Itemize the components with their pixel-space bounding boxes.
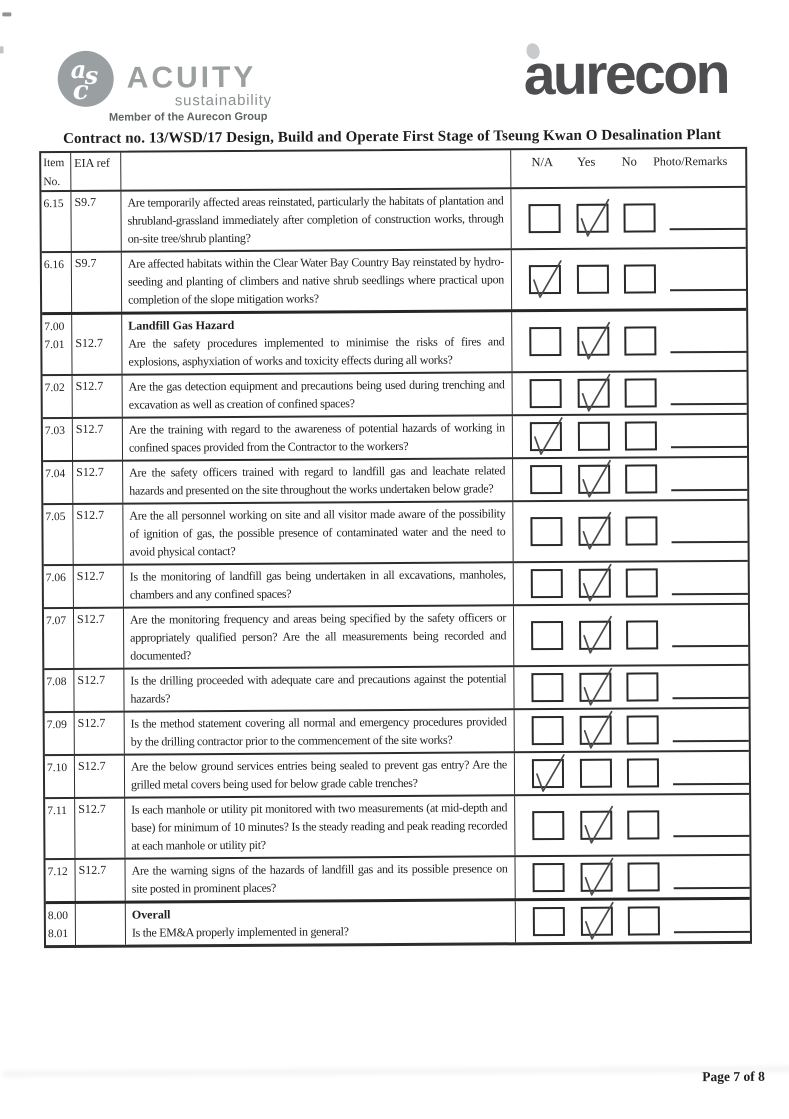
- checklist-row: [43, 499, 747, 564]
- checkbox-no: [626, 620, 658, 649]
- checklist-row: [44, 560, 748, 607]
- checklist-row: [45, 854, 749, 901]
- ref-cell: [72, 376, 122, 417]
- eia-ref: S12.7: [78, 802, 106, 816]
- acuity-tagline: Member of the Aurecon Group: [109, 111, 268, 124]
- check-mark-icon: [527, 255, 567, 301]
- checkbox-yes: [580, 811, 612, 840]
- checkbox-na: [530, 379, 562, 408]
- check-mark-icon: [578, 801, 618, 847]
- item-number: 7.12: [48, 863, 75, 881]
- col-answers-header: [510, 149, 745, 187]
- question-text: Is each manhole or utility pit monitored with two measurements (at mid-depth and base) for minimum of 10 minutes? Is the steady reading and peak reading recorded at each manhole or utility pit?: [131, 800, 507, 852]
- item-cell: [43, 462, 72, 503]
- checkbox-na: [530, 422, 562, 451]
- checklist-row: [41, 186, 745, 251]
- check-mark-icon: [579, 897, 619, 943]
- checkbox-yes: [578, 517, 610, 546]
- answers-cell: [512, 415, 747, 457]
- checkbox-no: [626, 568, 658, 597]
- item-cell: [43, 419, 72, 460]
- ref-cell: [70, 192, 120, 251]
- item-cell: [42, 253, 71, 312]
- checkbox-na: [533, 863, 565, 892]
- col-item-header: [41, 153, 70, 190]
- question-cell: [123, 667, 513, 710]
- checklist-row: [43, 456, 747, 503]
- item-number: 7.11: [47, 802, 74, 820]
- checklist-row: [45, 707, 749, 754]
- check-mark-icon: [575, 317, 615, 363]
- question-text: Are affected habitats within the Clear Water Bay Country Bay reinstated by hydro-seeding and planting of climbers and native shrub seedlings where practical upon completion of the slope mitigation works?: [128, 254, 504, 306]
- checkbox-yes: [578, 379, 610, 408]
- item-cell: [41, 192, 70, 251]
- question-cell: [124, 796, 514, 857]
- ref-cell: [74, 756, 124, 797]
- checkbox-yes: [579, 621, 611, 650]
- item-number: 7.06: [46, 569, 73, 587]
- answers-cell: [515, 900, 750, 942]
- answers-cell: [513, 666, 748, 708]
- checklist-row: [42, 308, 746, 374]
- checklist-row: [44, 664, 748, 711]
- section-heading: Landfill Gas Hazard: [128, 314, 504, 334]
- eia-ref: S12.7: [79, 863, 107, 877]
- item-number: 6.15: [43, 195, 70, 213]
- checkbox-yes: [581, 907, 613, 936]
- question-text: Is the EM&A properly implemented in general?: [132, 924, 349, 939]
- question-text: Are temporarily affected areas reinstated, particularly the habitats of plantation and shrubland-grassland immediately after completion of construction works, through on-site tree/shrub planting?: [127, 193, 503, 245]
- checkbox-no: [627, 715, 659, 744]
- remarks-line: [673, 834, 749, 836]
- question-cell: [123, 563, 513, 606]
- remarks-line: [674, 886, 750, 888]
- acuity-monogram-icon: [57, 50, 115, 108]
- eia-ref: S12.7: [77, 612, 105, 626]
- checkbox-yes: [581, 863, 613, 892]
- question-cell: [122, 459, 512, 502]
- eia-ref: S12.7: [78, 759, 106, 773]
- col-na-label: N/A: [528, 155, 556, 170]
- ref-cell: [74, 799, 124, 858]
- answers-cell: [512, 501, 747, 561]
- checklist-row: [43, 370, 747, 417]
- ref-cell: [73, 566, 123, 607]
- checkbox-no: [625, 421, 657, 450]
- checklist-row: [45, 750, 749, 797]
- eia-ref: S12.7: [76, 508, 104, 522]
- col-item-label: Item: [43, 156, 70, 171]
- checkbox-na: [533, 907, 565, 936]
- item-number: 7.00: [44, 318, 71, 336]
- item-number: 8.01: [48, 925, 75, 943]
- answers-cell: [511, 311, 746, 371]
- checkbox-na: [530, 465, 562, 494]
- col-no-label: No: [615, 154, 643, 169]
- col-yes-label: Yes: [572, 155, 600, 170]
- checklist-table: [39, 147, 752, 948]
- answers-cell: [513, 605, 748, 665]
- eia-ref: S12.7: [76, 422, 104, 436]
- item-cell: [44, 566, 73, 607]
- checkbox-yes: [579, 569, 611, 598]
- remarks-line: [672, 644, 748, 646]
- ref-cell: [73, 609, 123, 668]
- item-number: 7.10: [47, 759, 74, 777]
- checkbox-no: [623, 203, 655, 232]
- question-text: Are the safety officers trained with regard to landfill gas and leachate related hazards and presented on the site throughout the works undertaken below grade?: [129, 463, 505, 497]
- remarks-line: [673, 782, 749, 784]
- question-cell: [121, 312, 511, 373]
- question-cell: [123, 606, 513, 667]
- item-number: 7.01: [44, 336, 71, 354]
- checkbox-yes: [577, 327, 609, 356]
- item-cell: [45, 756, 74, 797]
- item-number: 7.02: [45, 379, 72, 397]
- eia-ref: S12.7: [76, 465, 104, 479]
- item-number: 7.05: [45, 508, 72, 526]
- checkbox-no: [628, 906, 660, 935]
- item-cell: [46, 904, 75, 945]
- answers-cell: [513, 562, 748, 604]
- scan-artifact: [3, 1066, 789, 1078]
- checkbox-na: [532, 811, 564, 840]
- remarks-line: [674, 930, 750, 932]
- col-ref-label: EIA ref: [74, 156, 110, 170]
- col-item-label: No.: [43, 175, 70, 190]
- remarks-line: [672, 592, 748, 594]
- remarks-line: [670, 288, 746, 290]
- checkbox-na: [529, 327, 561, 356]
- scan-artifact: [2, 12, 11, 16]
- item-number: 7.07: [46, 612, 73, 630]
- checkbox-no: [624, 264, 656, 293]
- question-cell: [125, 901, 515, 944]
- checkbox-na: [531, 621, 563, 650]
- ref-cell: [72, 419, 122, 460]
- item-number: 7.09: [47, 716, 74, 734]
- item-cell: [44, 670, 73, 711]
- svg-text:s: s: [84, 61, 99, 90]
- question-text: Are the below ground services entries being sealed to prevent gas entry? Are the grilled metal covers being used for below grade cable trenches?: [131, 757, 507, 791]
- ref-cell: [72, 505, 122, 564]
- check-mark-icon: [578, 706, 618, 752]
- ref-cell: [75, 904, 125, 945]
- item-number: 8.00: [48, 907, 75, 925]
- checkbox-no: [626, 672, 658, 701]
- col-remarks-label: Photo/Remarks: [653, 154, 727, 169]
- answers-cell: [514, 752, 749, 794]
- checkbox-na: [528, 204, 560, 233]
- eia-ref: S12.7: [77, 569, 105, 583]
- question-text: Is the monitoring of landfill gas being undertaken in all excavations, manholes, chambers and any confined spaces?: [130, 567, 506, 601]
- question-cell: [120, 189, 510, 250]
- checkbox-yes: [580, 759, 612, 788]
- section-heading: Overall: [132, 903, 508, 923]
- checkbox-no: [625, 378, 657, 407]
- checklist-row: [45, 793, 749, 858]
- question-cell: [121, 250, 511, 311]
- checkbox-na: [531, 569, 563, 598]
- svg-text:a: a: [71, 55, 87, 84]
- check-mark-icon: [576, 455, 616, 501]
- ref-cell: [74, 713, 124, 754]
- question-text: Are the gas detection equipment and precautions being used during trenching and excavation as well as creation of confined spaces?: [129, 377, 505, 411]
- ref-cell: [71, 253, 121, 312]
- remarks-line: [671, 445, 747, 447]
- checkbox-no: [627, 810, 659, 839]
- eia-ref: S12.7: [75, 336, 121, 351]
- eia-ref: S12.7: [76, 379, 104, 393]
- item-cell: [42, 315, 71, 374]
- item-cell: [43, 376, 72, 417]
- item-cell: [45, 860, 74, 901]
- question-text: Is the drilling proceeded with adequate care and precautions against the potential hazards?: [130, 671, 506, 705]
- checkbox-no: [627, 758, 659, 787]
- question-text: Are the warning signs of the hazards of landfill gas and its possible presence on site posted in prominent places?: [132, 861, 508, 895]
- page-number: Page 7 of 8: [702, 1069, 765, 1085]
- eia-ref: S9.7: [74, 195, 96, 209]
- checkbox-na: [531, 673, 563, 702]
- remarks-line: [670, 350, 746, 352]
- answers-cell: [510, 188, 745, 248]
- checklist-row: [43, 413, 747, 460]
- question-cell: [122, 373, 512, 416]
- item-cell: [45, 799, 74, 858]
- eia-ref: S12.7: [77, 673, 105, 687]
- check-mark-icon: [576, 369, 616, 415]
- checklist-row: [46, 897, 750, 945]
- item-cell: [45, 713, 74, 754]
- checkbox-no: [625, 516, 657, 545]
- remarks-line: [672, 540, 748, 542]
- item-cell: [43, 505, 72, 564]
- check-mark-icon: [574, 194, 614, 240]
- answers-cell: [512, 458, 747, 500]
- question-cell: [122, 416, 512, 459]
- remarks-line: [670, 227, 746, 229]
- acuity-logo: [57, 46, 338, 138]
- question-text: Are the monitoring frequency and areas being specified by the safety officers or appropriately qualified person? Are the all measurements being recorded and documented?: [130, 610, 506, 662]
- question-cell: [124, 753, 514, 796]
- answers-cell: [514, 795, 749, 855]
- ref-cell: [72, 462, 122, 503]
- check-mark-icon: [530, 749, 570, 795]
- question-text: Are the safety procedures implemented to minimise the risks of fires and explosions, asphyxiation of works and toxicity effects during all works?: [128, 334, 504, 368]
- aurecon-logo: [523, 38, 763, 109]
- answers-cell: [514, 709, 749, 751]
- checkbox-no: [624, 326, 656, 355]
- checkbox-yes: [579, 673, 611, 702]
- answers-cell: [512, 372, 747, 414]
- checkbox-na: [530, 517, 562, 546]
- checkbox-na: [532, 759, 564, 788]
- ref-cell: [74, 860, 124, 901]
- checkbox-no: [625, 464, 657, 493]
- checklist-row: [42, 247, 746, 312]
- col-question-header: [120, 150, 510, 189]
- acuity-wordmark: ACUITY: [127, 61, 257, 96]
- document-title: Contract no. 13/WSD/17 Design, Build and Operate First Stage of Tseung Kwan O Desalination Plant: [39, 127, 745, 148]
- remarks-line: [671, 402, 747, 404]
- checkbox-yes: [578, 465, 610, 494]
- question-cell: [124, 710, 514, 753]
- remarks-line: [673, 696, 749, 698]
- item-number: 6.16: [44, 256, 71, 274]
- check-mark-icon: [577, 663, 617, 709]
- check-mark-icon: [578, 853, 618, 899]
- remarks-line: [673, 739, 749, 741]
- question-cell: [122, 502, 512, 563]
- item-number: 7.04: [45, 465, 72, 483]
- answers-cell: [511, 249, 746, 309]
- remarks-line: [671, 488, 747, 490]
- checkbox-no: [628, 862, 660, 891]
- item-number: 7.03: [45, 422, 72, 440]
- check-mark-icon: [528, 412, 568, 458]
- question-text: Are the training with regard to the awareness of potential hazards of working in confined spaces provided from the Contractor to the workers?: [129, 420, 505, 454]
- svg-text:c: c: [73, 76, 89, 106]
- eia-ref: S9.7: [75, 256, 97, 270]
- check-mark-icon: [577, 559, 617, 605]
- acuity-subtitle: sustainability: [175, 92, 272, 110]
- ref-cell: [73, 670, 123, 711]
- aurecon-wordmark: aurecon: [524, 46, 729, 104]
- question-text: Are the all personnel working on site and all visitor made aware of the possibility of ignition of gas, the possible presence of contaminated water and the need to avoid physical contact?: [129, 506, 505, 558]
- checkbox-na: [529, 265, 561, 294]
- item-cell: [44, 609, 73, 668]
- checkbox-na: [532, 716, 564, 745]
- table-body: [41, 186, 750, 945]
- item-number: 7.08: [46, 673, 73, 691]
- checkbox-yes: [580, 716, 612, 745]
- col-ref-header: [70, 153, 120, 190]
- answers-cell: [514, 856, 749, 898]
- checkbox-yes: [577, 265, 609, 294]
- check-mark-icon: [576, 507, 616, 553]
- checklist-row: [44, 603, 748, 668]
- table-header-row: [41, 149, 745, 190]
- checkbox-yes: [576, 204, 608, 233]
- ref-cell: [71, 315, 121, 374]
- check-mark-icon: [577, 611, 617, 657]
- eia-ref: S12.7: [78, 716, 106, 730]
- scan-artifact: [0, 46, 4, 53]
- question-text: Is the method statement covering all normal and emergency procedures provided by the drilling contractor prior to the commencement of the site works?: [131, 714, 507, 748]
- question-cell: [124, 857, 514, 900]
- checkbox-yes: [578, 422, 610, 451]
